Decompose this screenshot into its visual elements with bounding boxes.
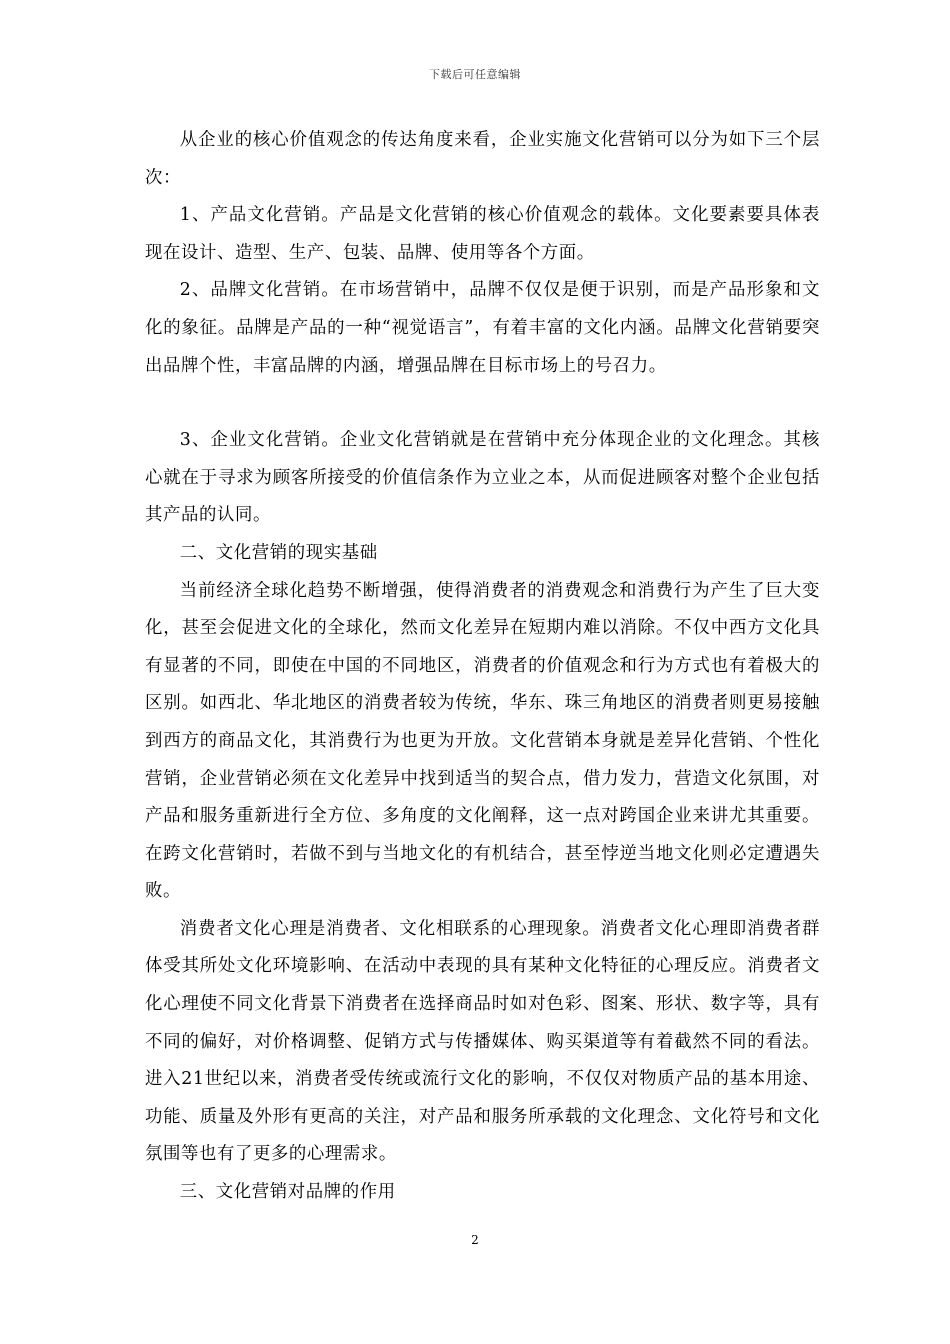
page-header: 下载后可任意编辑: [429, 68, 521, 81]
paragraph-brand-culture: 2、品牌文化营销。在市场营销中，品牌不仅仅是便于识别，而是产品形象和文化的象征。品牌是产品的一种“视觉语言”，有着丰富的文化内涵。品牌文化营销要突出品牌个性，丰富品牌的内涵，增强品牌在目标市场上的号召力。: [145, 280, 820, 376]
document-body: [145, 122, 820, 1212]
page-number: 2: [471, 1233, 479, 1247]
paragraph-intro: 从企业的核心价值观念的传达角度来看，企业实施文化营销可以分为如下三个层次：: [145, 130, 820, 188]
paragraph-enterprise-culture: 3、企业文化营销。企业文化营销就是在营销中充分体现企业的文化理念。其核心就在于寻求为顾客所接受的价值信条作为立业之本，从而促进顾客对整个企业包括其产品的认同。: [145, 430, 820, 526]
paragraph-consumer-psychology: 消费者文化心理是消费者、文化相联系的心理现象。消费者文化心理即消费者群体受其所处文化环境影响、在活动中表现的具有某种文化特征的心理反应。消费者文化心理使不同文化背景下消费者在选择商品时如对色彩、图案、形状、数字等，具有不同的偏好，对价格调整、促销方式与传播媒体、购买渠道等有着截然不同的看法。进入21世纪以来，消费者受传统或流行文化的影响，不仅仅对物质产品的基本用途、功能、质量及外形有更高的关注，对产品和服务所承载的文化理念、文化符号和文化氛围等也有了更多的心理需求。: [145, 918, 820, 1165]
section-heading-3: 三、文化营销对品牌的作用: [179, 1182, 396, 1203]
paragraph-product-culture: 1、产品文化营销。产品是文化营销的核心价值观念的载体。文化要素要具体表现在设计、造型、生产、包装、品牌、使用等各个方面。: [145, 205, 820, 263]
paragraph-realistic-basis: 当前经济全球化趋势不断增强，使得消费者的消费观念和消费行为产生了巨大变化，甚至会促进文化的全球化，然而文化差异在短期内难以消除。不仅中西方文化具有显著的不同，即使在中国的不同地区，消费者的价值观念和行为方式也有着极大的区别。如西北、华北地区的消费者较为传统，华东、珠三角地区的消费者则更易接触到西方的商品文化，其消费行为也更为开放。文化营销本身就是差异化营销、个性化营销，企业营销必须在文化差异中找到适当的契合点，借力发力，营造文化氛围，对产品和服务重新进行全方位、多角度的文化阐释，这一点对跨国企业来讲尤其重要。在跨文化营销时，若做不到与当地文化的有机结合，甚至悖逆当地文化则必定遭遇失败。: [145, 580, 820, 902]
section-heading-2: 二、文化营销的现实基础: [179, 542, 378, 563]
